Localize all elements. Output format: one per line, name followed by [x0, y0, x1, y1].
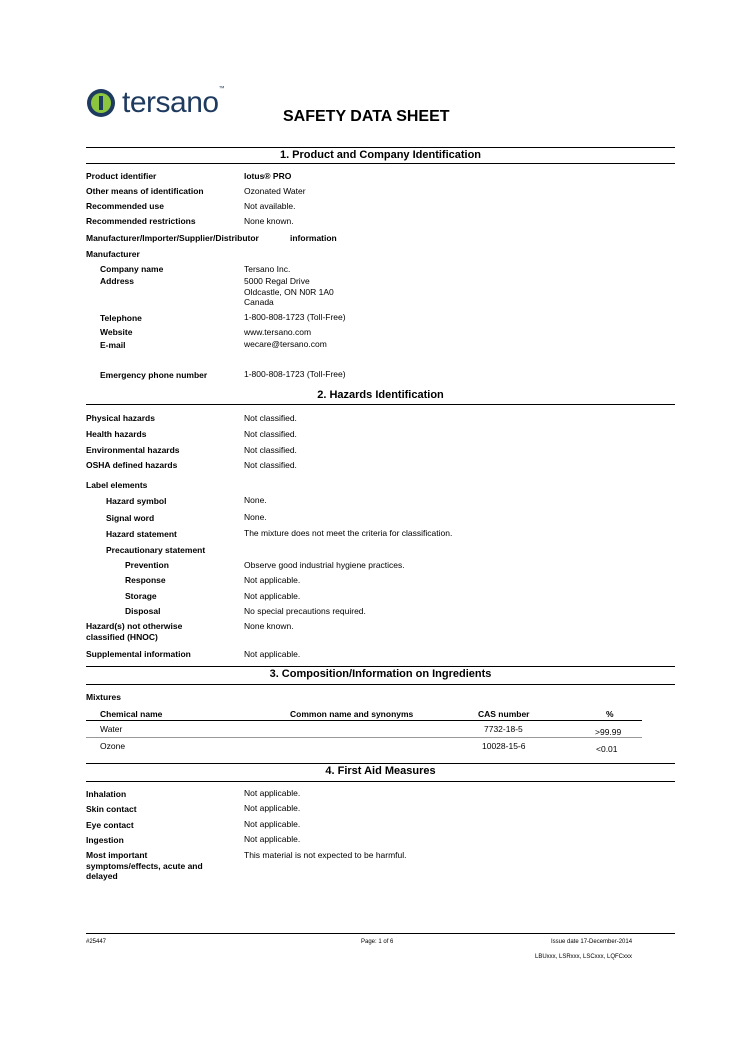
supplemental-info-value: Not applicable. [244, 649, 301, 659]
hazard-statement-label: Hazard statement [106, 529, 177, 539]
address-value: 5000 Regal Drive Oldcastle, ON N0R 1A0 Canada [244, 276, 334, 307]
precautionary-statement-label: Precautionary statement [106, 545, 206, 555]
email-value: wecare@tersano.com [244, 339, 327, 349]
table-cell-cas-number: 10028-15-6 [482, 741, 526, 751]
disposal-label: Disposal [125, 606, 161, 616]
table-header-rule [86, 720, 642, 721]
manufacturer-info-tail: information [290, 233, 337, 243]
emergency-phone-label: Emergency phone number [100, 370, 208, 380]
hnoc-value: None known. [244, 621, 294, 631]
supplemental-info-label: Supplemental information [86, 649, 191, 659]
footer-issue-date: Issue date 17-December-2014 [551, 939, 633, 945]
column-header-percent: % [606, 709, 614, 719]
field-label: Physical hazards [86, 413, 155, 423]
symptoms-label: Most important symptoms/effects, acute and delayed [86, 850, 203, 881]
field-value: Not classified. [244, 460, 297, 470]
hazard-statement-value: The mixture does not meet the criteria for classification. [244, 528, 453, 538]
disposal-value: No special precautions required. [244, 606, 366, 616]
field-label: Eye contact [86, 820, 134, 830]
email-label: E-mail [100, 340, 126, 350]
symptoms-value: This material is not expected to be harmful. [244, 850, 407, 860]
field-label: OSHA defined hazards [86, 460, 178, 470]
field-label: Other means of identification [86, 186, 204, 196]
company-name-label: Company name [100, 264, 164, 274]
website-label: Website [100, 327, 133, 337]
section-divider [86, 147, 675, 148]
table-cell-percent: <0.01 [596, 744, 618, 754]
field-label: Health hazards [86, 429, 147, 439]
table-row-rule [86, 737, 642, 738]
page-title: SAFETY DATA SHEET [283, 108, 450, 125]
hnoc-label: Hazard(s) not otherwise classified (HNOC) [86, 621, 183, 642]
hazard-symbol-label: Hazard symbol [106, 496, 167, 506]
field-label: Recommended restrictions [86, 216, 196, 226]
prevention-label: Prevention [125, 560, 169, 570]
section-1-title: 1. Product and Company Identification [279, 149, 482, 161]
section-divider [86, 163, 675, 164]
field-value: Not classified. [244, 413, 297, 423]
section-3-title: 3. Composition/Information on Ingredients [269, 668, 492, 680]
response-value: Not applicable. [244, 575, 301, 585]
column-header-cas-number: CAS number [478, 709, 530, 719]
section-divider [86, 404, 675, 405]
field-value: Ozonated Water [244, 186, 306, 196]
footer-models: LBUxxx, LSRxxx, LSCxxx, LQFCxxx [535, 954, 633, 960]
table-cell-chemical-name: Ozone [100, 741, 126, 751]
telephone-value: 1-800-808-1723 (Toll-Free) [244, 312, 346, 322]
manufacturer-label: Manufacturer [86, 249, 140, 259]
label-elements-heading: Label elements [86, 480, 148, 490]
company-name-value: Tersano Inc. [244, 264, 291, 274]
field-value: Not applicable. [244, 834, 301, 844]
section-divider [86, 781, 675, 782]
tersano-logo-icon [86, 88, 116, 118]
hazard-symbol-value: None. [244, 495, 267, 505]
field-label: Ingestion [86, 835, 124, 845]
column-header-chemical-name: Chemical name [100, 709, 163, 719]
section-divider [86, 763, 675, 764]
prevention-value: Observe good industrial hygiene practices. [244, 560, 405, 570]
website-value: www.tersano.com [244, 327, 312, 337]
section-4-title: 4. First Aid Measures [325, 765, 436, 777]
mixtures-label: Mixtures [86, 692, 121, 702]
footer-page-number: Page: 1 of 6 [361, 939, 394, 945]
section-divider [86, 684, 675, 685]
telephone-label: Telephone [100, 313, 142, 323]
signal-word-label: Signal word [106, 513, 155, 523]
logo-text: tersano™ [122, 86, 225, 119]
field-label: Recommended use [86, 201, 164, 211]
response-label: Response [125, 575, 166, 585]
footer-doc-id: #25447 [86, 939, 107, 945]
storage-label: Storage [125, 591, 157, 601]
field-value: None known. [244, 216, 294, 226]
field-value: Not applicable. [244, 803, 301, 813]
manufacturer-info-label: Manufacturer/Importer/Supplier/Distributor [86, 233, 259, 243]
field-value: Not classified. [244, 429, 297, 439]
field-label: Environmental hazards [86, 445, 180, 455]
storage-value: Not applicable. [244, 591, 301, 601]
field-label: Skin contact [86, 804, 137, 814]
table-cell-percent: >99.99 [595, 727, 622, 737]
section-2-title: 2. Hazards Identification [317, 389, 444, 401]
footer-divider [86, 933, 675, 934]
field-label: Inhalation [86, 789, 127, 799]
section-divider [86, 666, 675, 667]
signal-word-value: None. [244, 512, 267, 522]
product-identifier-value: lotus® PRO [244, 171, 292, 181]
column-header-common-name: Common name and synonyms [290, 709, 414, 719]
field-value: Not applicable. [244, 788, 301, 798]
table-cell-cas-number: 7732-18-5 [484, 724, 523, 734]
address-label: Address [100, 276, 135, 286]
field-value: Not available. [244, 201, 296, 211]
field-label: Product identifier [86, 171, 157, 181]
field-value: Not applicable. [244, 819, 301, 829]
field-value: Not classified. [244, 445, 297, 455]
tersano-logo [86, 86, 224, 120]
emergency-phone-value: 1-800-808-1723 (Toll-Free) [244, 369, 346, 379]
table-cell-chemical-name: Water [100, 724, 123, 734]
